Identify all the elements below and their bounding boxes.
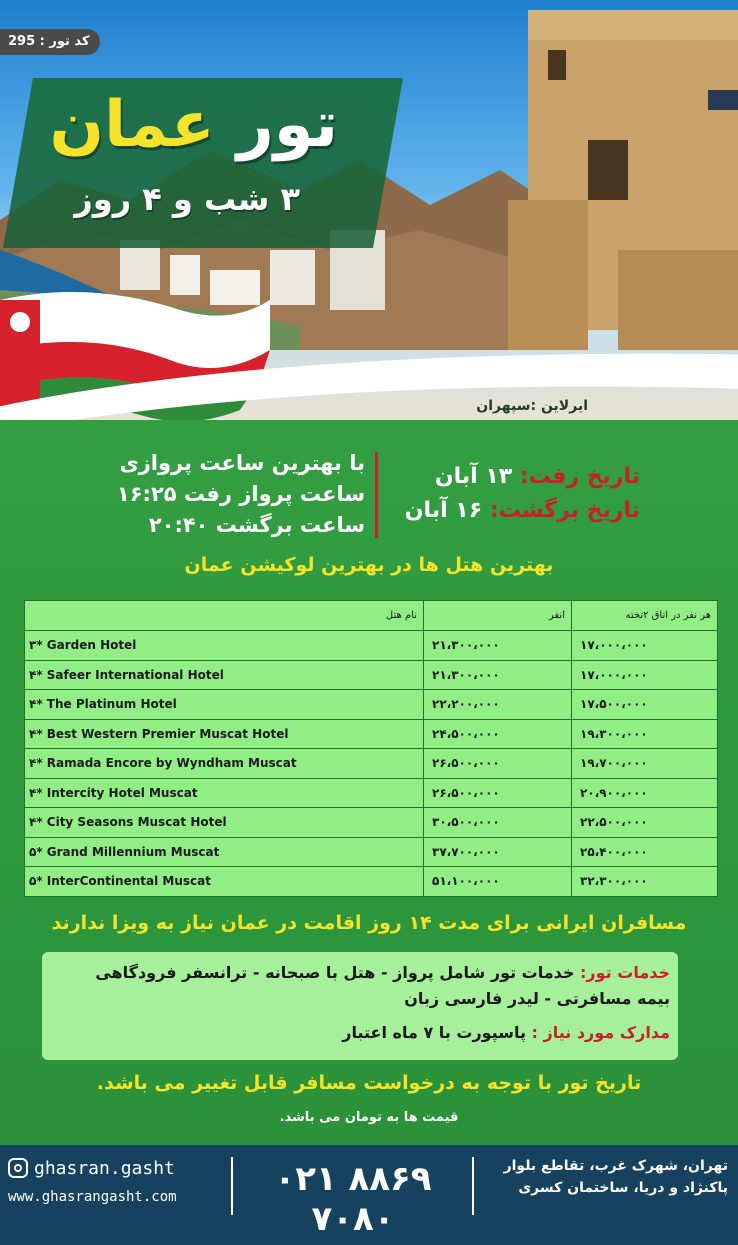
price-double: ۱۹،۷۰۰،۰۰۰: [572, 749, 718, 779]
phone-number[interactable]: ۰۲۱ ۸۸۶۹ ۷۰۸۰: [274, 1159, 432, 1239]
footer-divider: [231, 1157, 233, 1215]
price-single: ۲۱،۳۰۰،۰۰۰: [424, 660, 572, 690]
title-word-tour: تور: [237, 88, 338, 162]
footer-divider: [472, 1157, 474, 1215]
flight-info-line1: با بهترین ساعت پروازی: [119, 451, 365, 475]
tour-dates: [390, 460, 640, 528]
white-swoosh: [0, 335, 738, 420]
table-row: [25, 837, 718, 867]
website-link[interactable]: www.ghasrangasht.com: [8, 1189, 177, 1205]
price-double: ۳۲،۳۰۰،۰۰۰: [572, 867, 718, 897]
services-text: خدمات تور شامل پرواز - هتل با صبحانه - ترانسفر فرودگاهی: [95, 963, 575, 982]
instagram-handle[interactable]: [8, 1156, 175, 1180]
hotel-name: ۴* City Seasons Muscat Hotel: [25, 808, 424, 838]
address-line2: پاکنژاد و دریا، ساختمان کسری: [518, 1180, 728, 1196]
fort-illustration: [468, 0, 738, 370]
price-double: ۱۷،۰۰۰،۰۰۰: [572, 660, 718, 690]
price-single: ۲۴،۵۰۰،۰۰۰: [424, 719, 572, 749]
tour-duration: ۳ شب و ۴ روز: [74, 180, 300, 218]
dates-divider: [375, 452, 378, 538]
hotel-name: ۴* Ramada Encore by Wyndham Muscat: [25, 749, 424, 779]
hotel-name: ۴* Intercity Hotel Muscat: [25, 778, 424, 808]
airline-label: ایرلاین :سپهران: [476, 398, 588, 414]
table-row: [25, 778, 718, 808]
hero-image: [0, 0, 738, 420]
price-double: ۲۲،۵۰۰،۰۰۰: [572, 808, 718, 838]
table-row: [25, 631, 718, 661]
hotel-name: ۴* Best Western Premier Muscat Hotel: [25, 719, 424, 749]
departure-label: تاریخ رفت:: [519, 464, 640, 489]
departure-value: ۱۳ آبان: [434, 464, 513, 489]
price-double: ۱۷،۵۰۰،۰۰۰: [572, 690, 718, 720]
table-row: [25, 690, 718, 720]
title-word-destination: عمان: [49, 88, 215, 162]
price-single: ۲۶،۵۰۰،۰۰۰: [424, 749, 572, 779]
col-header-double: هر نفر در اتاق ۲تخته: [572, 601, 718, 631]
price-single: ۳۷،۷۰۰،۰۰۰: [424, 837, 572, 867]
services-text-2: بیمه مسافرتی - لیدر فارسی زبان: [404, 989, 670, 1008]
hotel-name: ۳* Garden Hotel: [25, 631, 424, 661]
col-header-name: نام هتل: [25, 601, 424, 631]
docs-text: پاسپورت با ۷ ماه اعتبار: [342, 1023, 526, 1042]
footer: [0, 1145, 738, 1245]
table-header-row: [25, 601, 718, 631]
hotel-name: ۵* InterContinental Muscat: [25, 867, 424, 897]
docs-label: مدارک مورد نیاز :: [531, 1023, 670, 1042]
col-header-single: انفر: [424, 601, 572, 631]
date-change-note: تاریخ تور با توجه به درخواست مسافر قابل تغییر می باشد.: [96, 1072, 642, 1094]
hotel-name: ۴* Safeer International Hotel: [25, 660, 424, 690]
price-single: ۵۱،۱۰۰،۰۰۰: [424, 867, 572, 897]
table-row: [25, 808, 718, 838]
price-double: ۲۰،۹۰۰،۰۰۰: [572, 778, 718, 808]
page-title: [38, 90, 338, 160]
flight-times: [60, 448, 365, 541]
hotel-name: ۵* Grand Millennium Muscat: [25, 837, 424, 867]
return-label: تاریخ برگشت:: [489, 498, 640, 523]
table-row: [25, 749, 718, 779]
price-currency-note: قیمت ها به تومان می باشد.: [279, 1110, 459, 1125]
price-double: ۱۹،۳۰۰،۰۰۰: [572, 719, 718, 749]
price-single: ۳۰،۵۰۰،۰۰۰: [424, 808, 572, 838]
hotel-price-table: [24, 600, 718, 897]
table-row: [25, 660, 718, 690]
instagram-text: ghasran.gasht: [34, 1157, 175, 1179]
price-single: ۲۶،۵۰۰،۰۰۰: [424, 778, 572, 808]
table-row: [25, 867, 718, 897]
flight-info-line3: ساعت برگشت ۲۰:۴۰: [148, 513, 365, 537]
address: [480, 1155, 728, 1199]
services-box: [42, 952, 678, 1060]
instagram-icon: [8, 1158, 28, 1178]
flight-info-line2: ساعت پرواز رفت ۱۶:۲۵: [116, 482, 365, 506]
visa-note: مسافران ایرانی برای مدت ۱۴ روز اقامت در عمان نیاز به ویزا ندارند: [51, 912, 687, 934]
table-row: [25, 719, 718, 749]
address-line1: تهران، شهرک غرب، تقاطع بلوار: [503, 1158, 728, 1174]
price-double: ۱۷،۰۰۰،۰۰۰: [572, 631, 718, 661]
price-double: ۲۵،۴۰۰،۰۰۰: [572, 837, 718, 867]
price-single: ۲۱،۳۰۰،۰۰۰: [424, 631, 572, 661]
services-label: خدمات تور:: [580, 963, 670, 982]
tour-code-badge: کد تور : 295: [0, 29, 100, 55]
hotel-name: ۴* The Platinum Hotel: [25, 690, 424, 720]
return-value: ۱۶ آبان: [404, 498, 483, 523]
price-single: ۲۲،۲۰۰،۰۰۰: [424, 690, 572, 720]
hotels-heading: بهترین هتل ها در بهترین لوکیشن عمان: [184, 554, 554, 576]
